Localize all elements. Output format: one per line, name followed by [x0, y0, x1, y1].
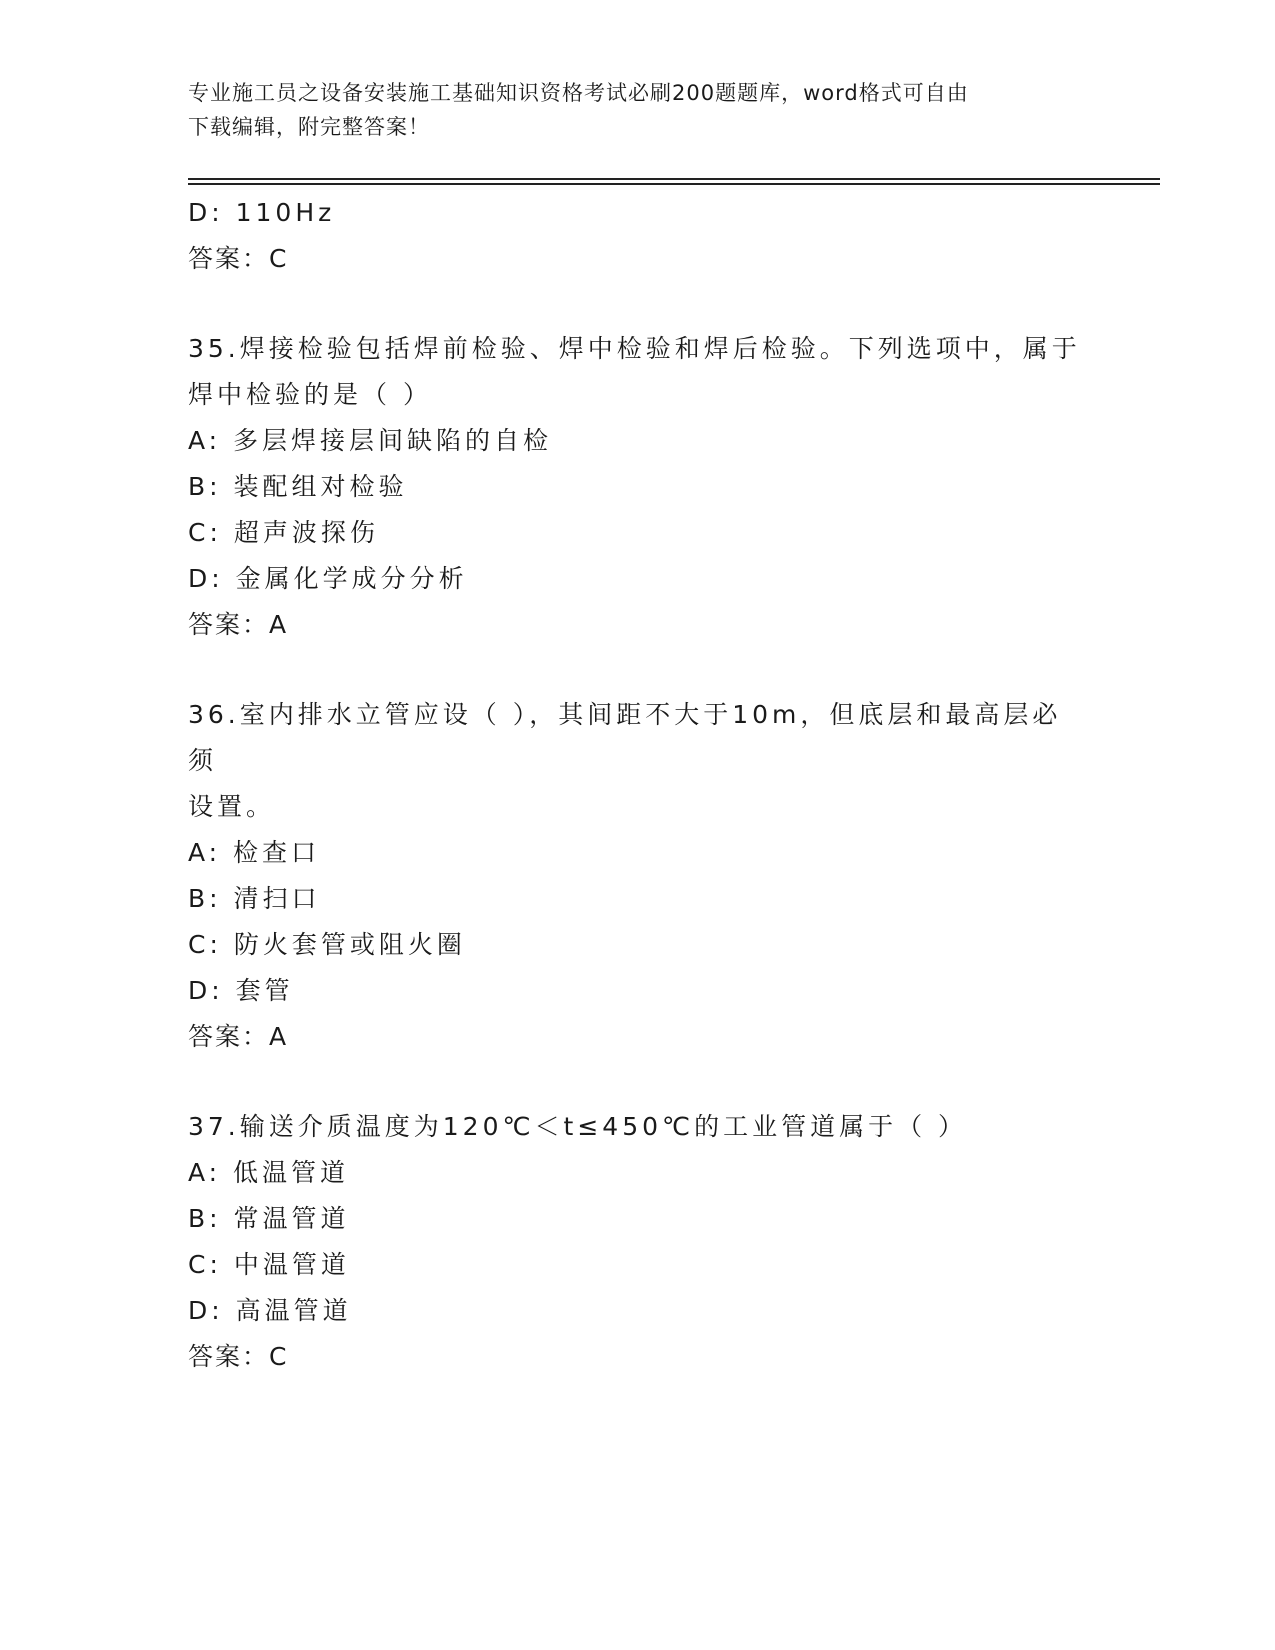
question-35	[188, 326, 1088, 648]
question-text-line: 36.室内排水立管应设（ ），其间距不大于10m，但底层和最高层必须	[188, 700, 1062, 775]
header-line-2: 下载编辑，附完整答案！	[188, 115, 430, 139]
question-text-line: 35.焊接检验包括焊前检验、焊中检验和焊后检验。下列选项中，属于	[188, 334, 1081, 363]
question-text-line: 焊中检验的是（ ）	[188, 380, 432, 409]
option-b: B: 装配组对检验	[188, 472, 408, 501]
option-a: A: 多层焊接层间缺陷的自检	[188, 426, 553, 455]
option-c: C: 防火套管或阻火圈	[188, 930, 466, 959]
question-37	[188, 1104, 1088, 1380]
option-c: C: 超声波探伤	[188, 518, 379, 547]
answer: 答案：A	[188, 1022, 289, 1051]
option-a: A: 检查口	[188, 838, 321, 867]
prev-option-d: D: 110Hz	[188, 198, 336, 227]
option-c: C: 中温管道	[188, 1250, 350, 1279]
option-d: D: 套管	[188, 976, 294, 1005]
question-36	[188, 692, 1088, 1060]
option-a: A: 低温管道	[188, 1158, 350, 1187]
answer: 答案：A	[188, 610, 289, 639]
option-d: D: 高温管道	[188, 1296, 352, 1325]
header-line-1: 专业施工员之设备安装施工基础知识资格考试必刷200题题库，word格式可自由	[188, 81, 969, 105]
answer: 答案：C	[188, 1342, 289, 1371]
question-content	[188, 190, 1088, 1380]
prev-answer: 答案：C	[188, 244, 289, 273]
option-b: B: 常温管道	[188, 1204, 350, 1233]
header-rule-top	[188, 178, 1160, 180]
header-rule-bottom	[188, 183, 1160, 185]
page-header	[188, 76, 1088, 144]
question-text-line: 37.输送介质温度为120℃＜t≤450℃的工业管道属于（ ）	[188, 1112, 968, 1141]
option-d: D: 金属化学成分分析	[188, 564, 468, 593]
question-text-line: 设置。	[188, 792, 276, 821]
option-b: B: 清扫口	[188, 884, 321, 913]
